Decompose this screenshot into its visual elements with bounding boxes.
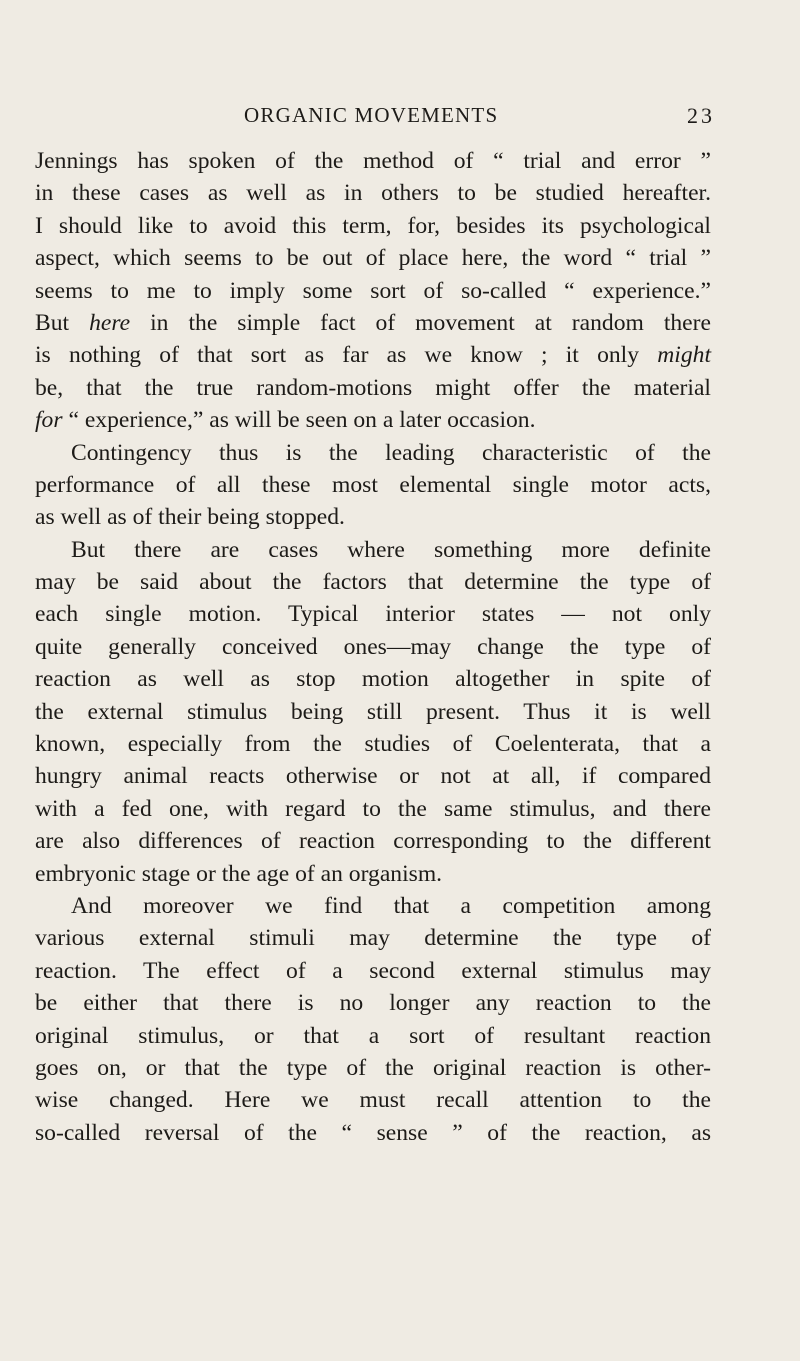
text-line: quite generally conceived ones—may change the type of [35,633,711,660]
text-line: is nothing of that sort as far as we know ; it only might [35,342,711,369]
text-line: Contingency thus is the leading characteristic of the [71,439,711,466]
text-line: embryonic stage or the age of an organism. [35,860,443,887]
text-line: so-called reversal of the “ sense ” of the reaction, as [35,1119,711,1146]
text-line: aspect, which seems to be out of place here, the word “ trial ” [35,245,711,272]
text-line: wise changed. Here we must recall attention to the [35,1087,711,1114]
text-line: be either that there is no longer any reaction to the [35,990,711,1017]
text-line: may be said about the factors that determine the type of [35,569,711,596]
text-line: performance of all these most elemental single motor acts, [35,471,711,498]
text-line: each single motion. Typical interior states — not only [35,601,711,628]
text-line: original stimulus, or that a sort of resultant reaction [35,1022,711,1049]
text-line: I should like to avoid this term, for, besides its psychological [35,212,711,239]
text-line: But there are cases where something more definite [71,536,711,563]
text-line: as well as of their being stopped. [35,504,345,531]
italic-word: might [657,342,711,369]
text-line: goes on, or that the type of the original reaction is other- [35,1054,711,1081]
text-line: in these cases as well as in others to be studied hereafter. [35,180,711,207]
body-text [35,145,711,1149]
italic-word: here [89,309,131,336]
text-line: the external stimulus being still present. Thus it is well [35,698,711,725]
text-line: hungry animal reacts otherwise or not at all, if compared [35,763,711,790]
running-title: ORGANIC MOVEMENTS [244,103,499,127]
running-head [0,103,800,129]
text-line: various external stimuli may determine the type of [35,925,711,952]
text-line: Jennings has spoken of the method of “ trial and error ” [35,148,711,174]
text-line: with a fed one, with regard to the same stimulus, and there [35,795,711,822]
text-line: seems to me to imply some sort of so-called “ experience.” [35,277,711,304]
text-line: reaction as well as stop motion altogether in spite of [35,666,711,693]
text-line: known, especially from the studies of Coelenterata, that a [35,731,711,758]
text-line: be, that the true random-motions might offer the material [35,374,711,401]
text-line: for “ experience,” as will be seen on a later occasion. [35,407,536,434]
text-line: reaction. The effect of a second external stimulus may [35,957,711,984]
text-line: But here in the simple fact of movement at random there [35,309,711,336]
italic-word: for [35,407,63,434]
page-number: 23 [687,103,715,128]
text-line: are also differences of reaction corresponding to the different [35,828,711,855]
text-line: And moreover we find that a competition among [71,892,711,919]
